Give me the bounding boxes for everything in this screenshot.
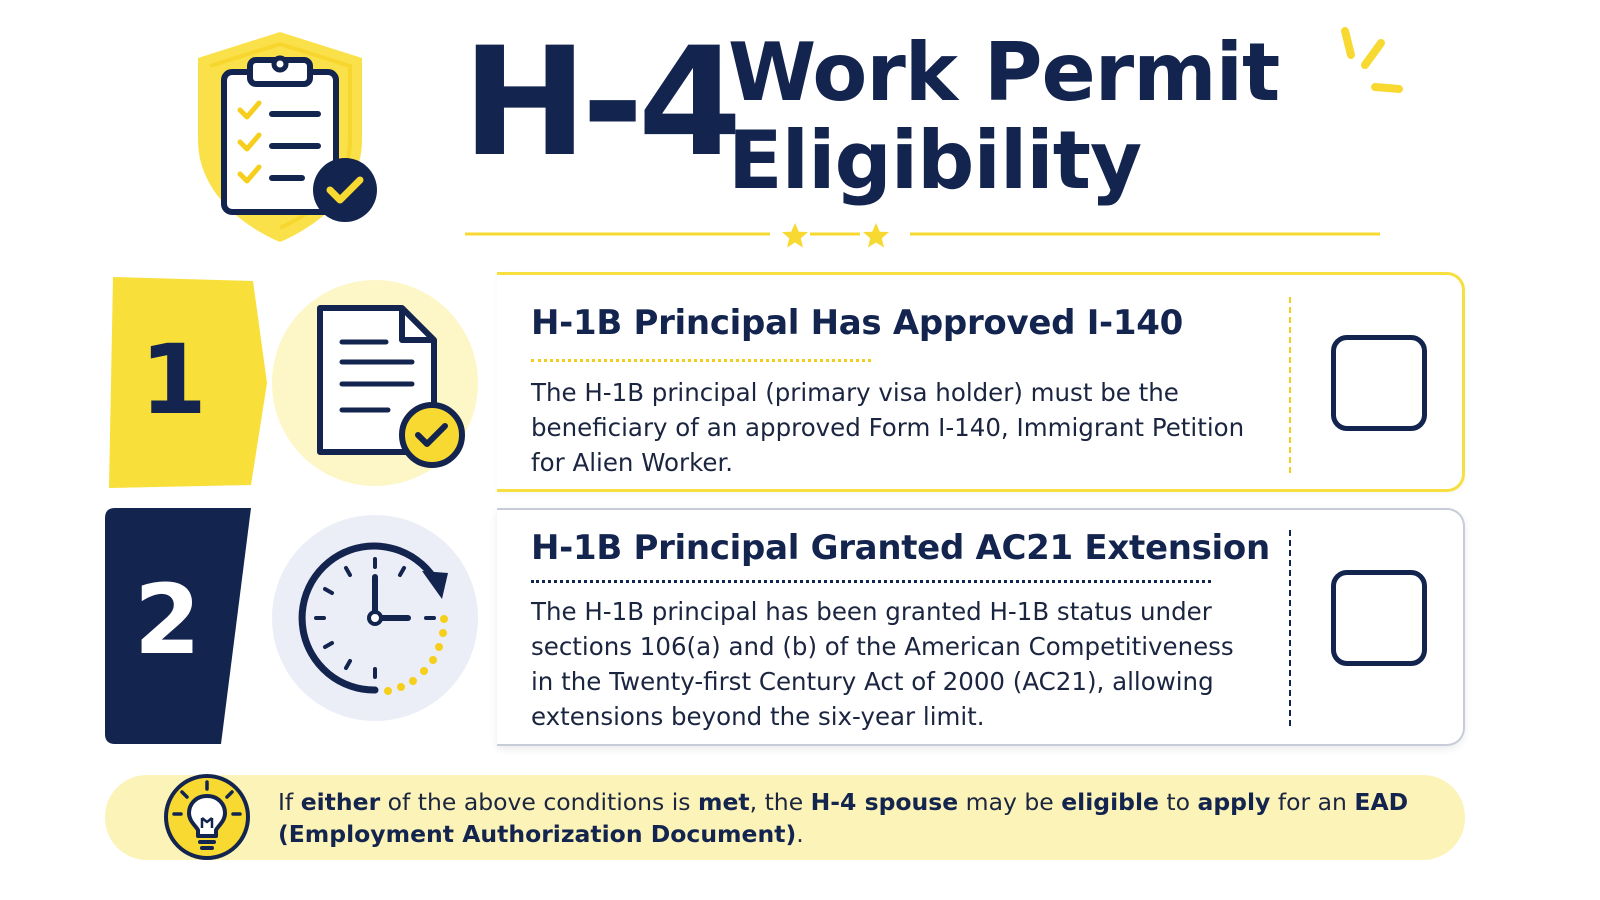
condition-2-title: H-1B Principal Granted AC21 Extension [531,528,1270,568]
note-segment: of the above conditions is [380,788,698,816]
condition-1-title: H-1B Principal Has Approved I-140 [531,303,1183,343]
note-segment: EAD (Employment Authorization Document) [278,788,1409,848]
clock-extension-icon [272,515,478,721]
condition-1-separator [1289,297,1291,473]
star-icon [782,223,808,248]
condition-2-card [497,508,1465,746]
note-segment: met [697,788,750,816]
lightbulb-icon [162,772,252,862]
condition-2-title-rule [531,580,1211,583]
eligibility-note-text [278,786,1428,850]
star-icon [863,223,889,248]
condition-1-checkbox[interactable] [1331,335,1427,431]
note-segment: H-4 spouse [810,788,959,816]
note-segment: . [796,820,804,848]
title-eligibility: Eligibility [728,114,1142,207]
note-segment: either [300,788,381,816]
title-h4: H-4 [462,16,737,190]
condition-2-body: The H-1B principal has been granted H-1B status under sections 106(a) and (b) of the American Competitiveness in the Twenty-first Century Act of 2000 (AC21), allowing extensions beyond the six-year limit. [531,597,1234,731]
sparkle-icon [1335,25,1410,100]
note-segment: eligible [1061,788,1159,816]
condition-1-body: The H-1B principal (primary visa holder) must be the beneficiary of an approved Form I-140, Immigrant Petition for Alien Worker. [531,378,1245,477]
note-segment: to [1158,788,1198,816]
condition-2-icon-circle [272,515,478,721]
note-segment: apply [1197,788,1271,816]
condition-1-icon-circle [272,280,478,486]
condition-2-number: 2 [134,564,201,676]
note-segment: If [278,788,301,816]
note-segment: may be [958,788,1062,816]
note-segment: for an [1270,788,1355,816]
title-work-permit: Work Permit [728,26,1280,119]
note-segment: , the [749,788,811,816]
shield-clipboard-check-icon [190,30,390,245]
condition-2-separator [1289,530,1291,726]
condition-1-card [497,272,1465,492]
title-divider [465,220,1380,252]
condition-2-checkbox[interactable] [1331,570,1427,666]
condition-1-title-rule [531,359,871,362]
condition-1-number: 1 [140,324,207,436]
document-check-icon [272,280,478,486]
